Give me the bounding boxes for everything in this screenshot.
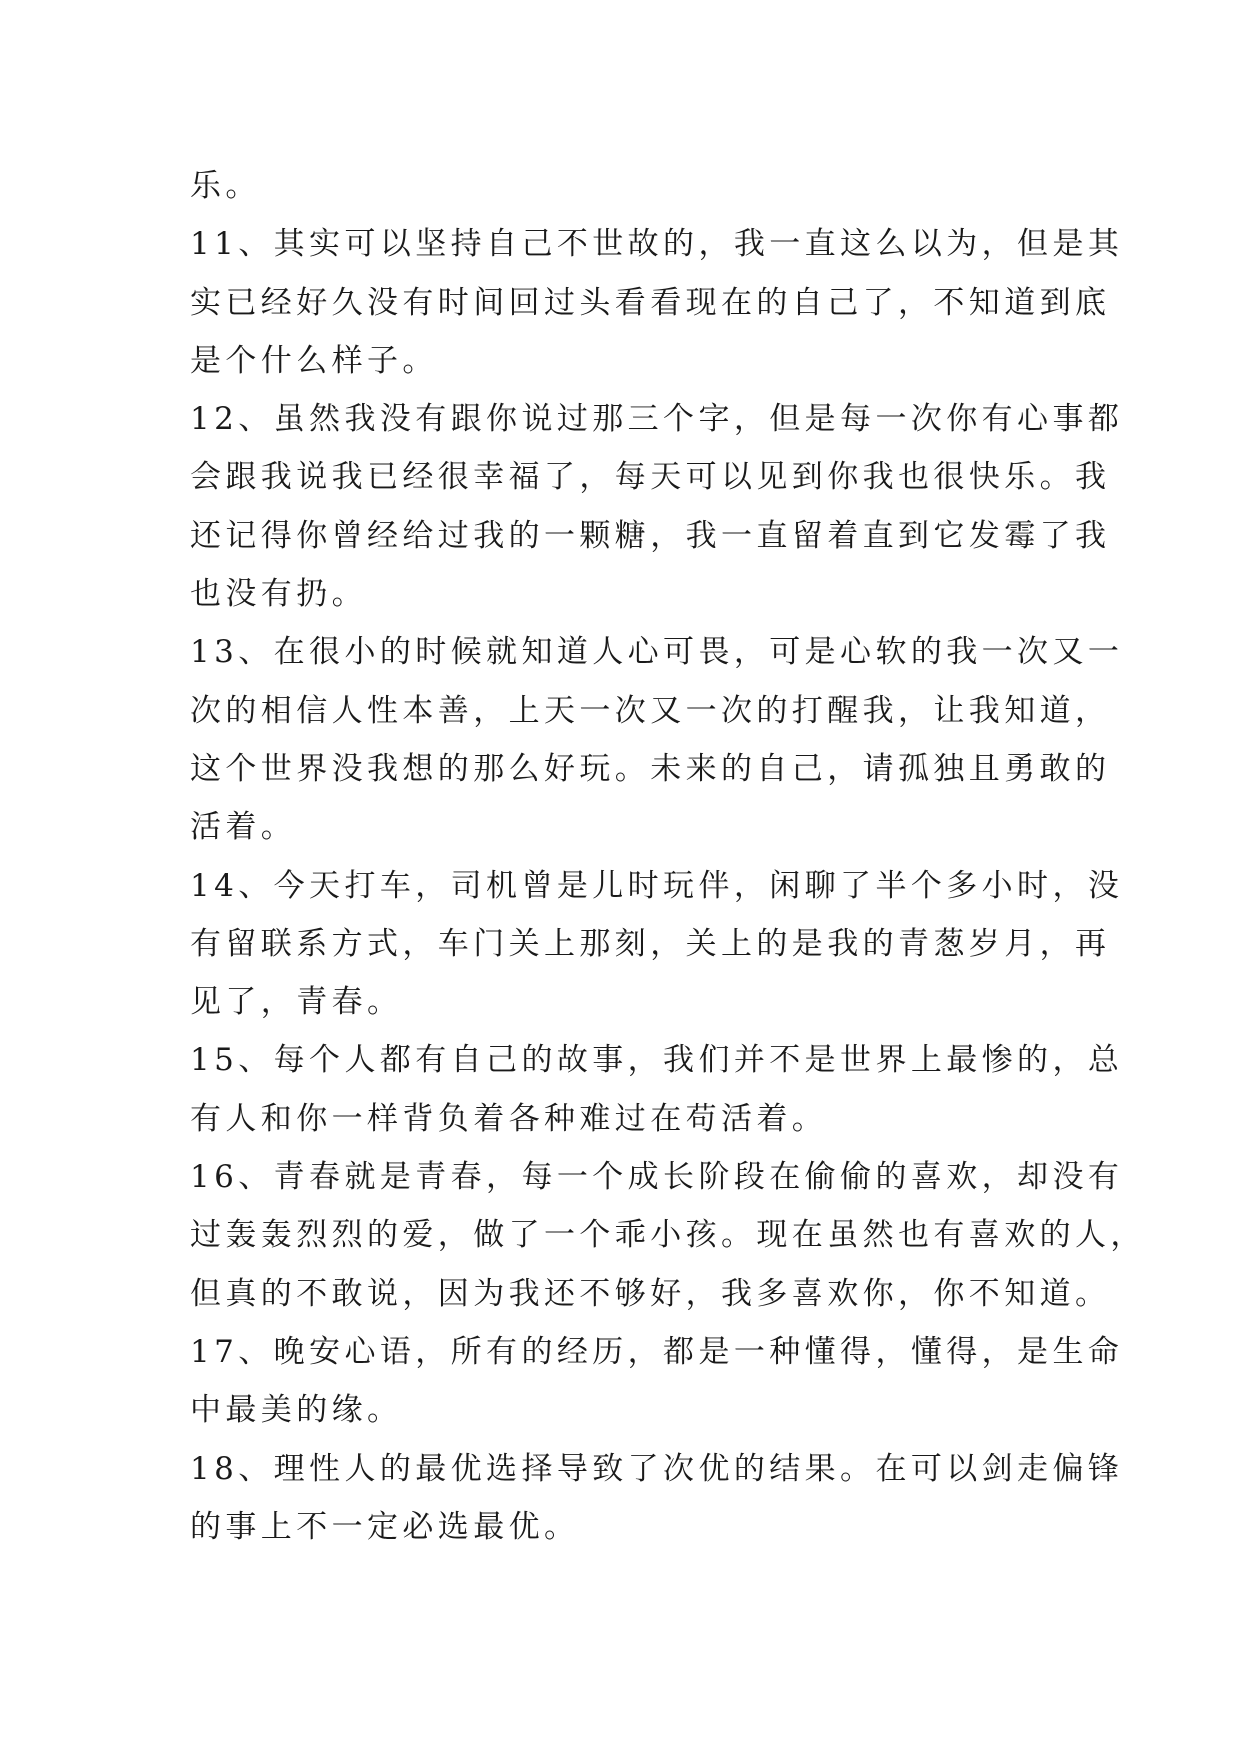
text-line: 中最美的缘。 (190, 1392, 403, 1429)
text-line: 15、每个人都有自己的故事，我们并不是世界上最惨的，总 (190, 1042, 1124, 1079)
text-line: 见了，青春。 (190, 984, 403, 1021)
text-line: 有留联系方式，车门关上那刻，关上的是我的青葱岁月，再 (190, 925, 1111, 962)
text-line: 12、虽然我没有跟你说过那三个字，但是每一次你有心事都 (190, 401, 1124, 438)
text-line: 11、其实可以坚持自己不世故的，我一直这么以为，但是其 (190, 226, 1124, 263)
text-line: 14、今天打车，司机曾是儿时玩伴，闲聊了半个多小时，没 (190, 867, 1124, 904)
text-line: 16、青春就是青春，每一个成长阶段在偷偷的喜欢，却没有 (190, 1159, 1124, 1196)
text-line: 17、晚安心语，所有的经历，都是一种懂得，懂得，是生命 (190, 1333, 1124, 1370)
text-line: 的事上不一定必选最优。 (190, 1508, 580, 1545)
text-line: 次的相信人性本善，上天一次又一次的打醒我，让我知道， (190, 692, 1111, 729)
text-line: 13、在很小的时候就知道人心可畏，可是心软的我一次又一 (190, 634, 1124, 671)
document-body (190, 157, 1146, 1556)
text-line: 实已经好久没有时间回过头看看现在的自己了，不知道到底 (190, 284, 1111, 321)
text-line: 这个世界没我想的那么好玩。未来的自己，请孤独且勇敢的 (190, 750, 1111, 787)
text-line: 但真的不敢说，因为我还不够好，我多喜欢你，你不知道。 (190, 1275, 1111, 1312)
text-line: 还记得你曾经给过我的一颗糖，我一直留着直到它发霉了我 (190, 517, 1111, 554)
text-line: 有人和你一样背负着各种难过在苟活着。 (190, 1100, 828, 1137)
text-line: 活着。 (190, 809, 297, 846)
text-line: 是个什么样子。 (190, 342, 438, 379)
text-line: 也没有扔。 (190, 576, 367, 613)
text-line: 过轰轰烈烈的爱，做了一个乖小孩。现在虽然也有喜欢的人， (190, 1217, 1146, 1254)
text-line: 会跟我说我已经很幸福了，每天可以见到你我也很快乐。我 (190, 459, 1111, 496)
text-line: 乐。 (190, 168, 261, 204)
text-line: 18、理性人的最优选择导致了次优的结果。在可以剑走偏锋 (190, 1450, 1124, 1487)
